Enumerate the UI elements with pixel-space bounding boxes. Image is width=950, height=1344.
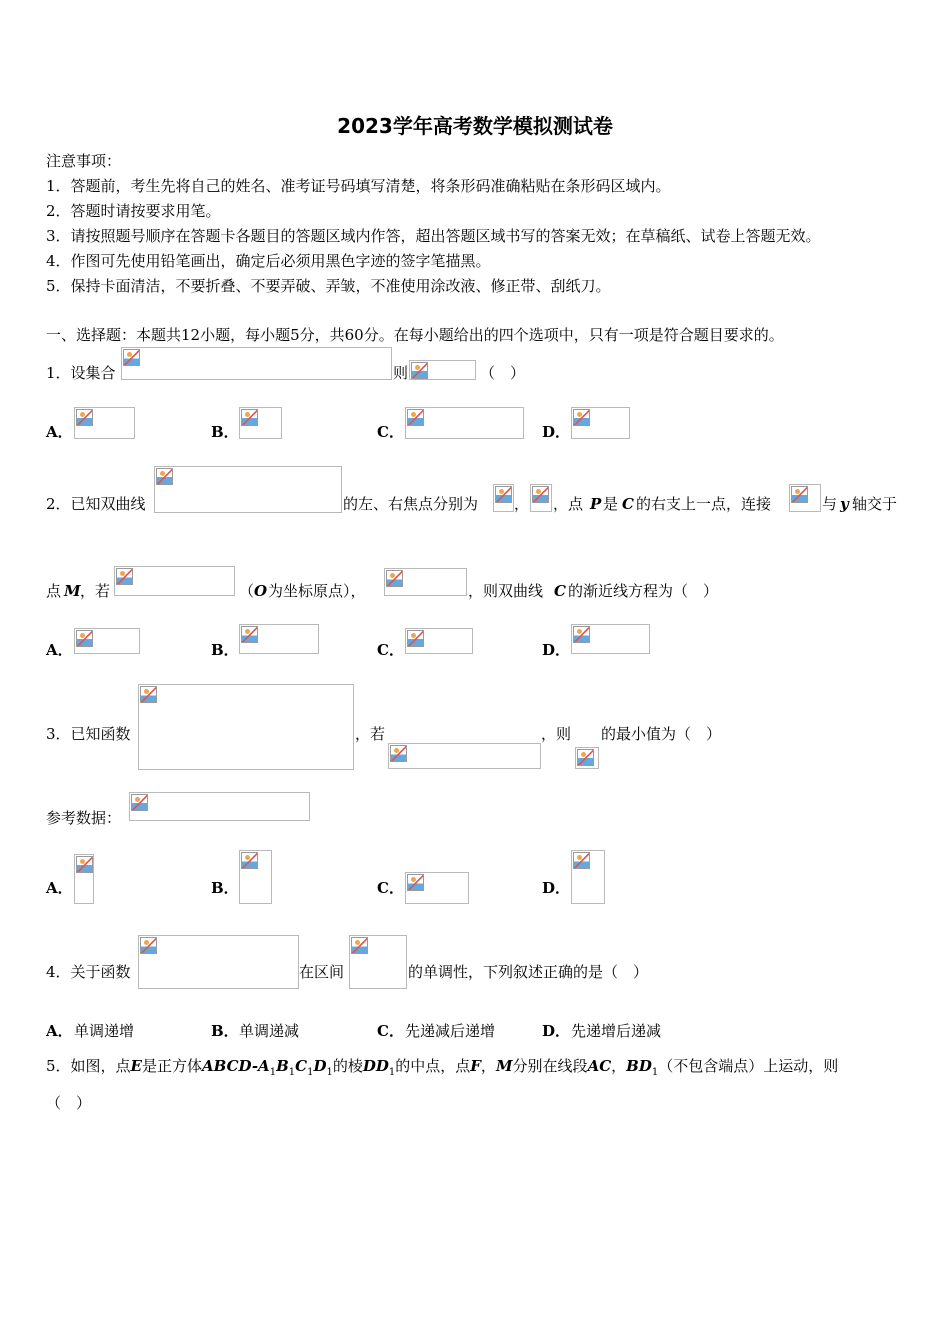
q1-option-c-image (405, 407, 524, 439)
q2-text-4: 的右支上一点，连接 (636, 495, 772, 513)
q2-origin-o: O (254, 582, 268, 600)
page-title: 2023学年高考数学模拟测试卷 (337, 114, 613, 138)
q5-point-m: M (495, 1057, 513, 1075)
q2-option-c-label: C． (377, 641, 404, 659)
q3-tail: 的最小值为（ ） (601, 725, 722, 743)
q2-line2-d: 为坐标原点）， (268, 582, 366, 600)
q2-length-condition-image (384, 568, 467, 596)
q4-interval-image (349, 935, 407, 989)
q1-option-a-image (74, 407, 135, 439)
q3-prefix: 3．已知函数 (46, 725, 131, 743)
q2-segment-image (789, 484, 821, 512)
q5-segment-ac: AC (587, 1057, 612, 1075)
q2-text-1: 的左、右焦点分别为 (343, 495, 479, 513)
q3-option-a-image (74, 854, 94, 904)
q3-ze: ，则 (541, 725, 572, 743)
q3-condition-image (388, 743, 541, 769)
q2-line2-a: 点 (46, 582, 62, 600)
q2-option-b-label: B． (211, 641, 239, 659)
q1-option-a-label: A． (46, 423, 73, 441)
q1-intersection-image (409, 360, 476, 380)
q1-prefix: 1．设集合 (46, 364, 116, 382)
notice-item: 1．答题前，考生先将自己的姓名、准考证号码填写清楚，将条形码准确粘贴在条形码区域内。 (46, 177, 671, 195)
q1-option-b-image (239, 407, 282, 439)
q4-tail: 的单调性，下列叙述正确的是（ ） (408, 963, 649, 981)
q5-text: 的中点，点 (395, 1057, 471, 1075)
notice-item: 2．答题时请按要求用笔。 (46, 202, 221, 220)
q5-cube-c: C (295, 1057, 308, 1075)
q2-option-a-label: A． (46, 641, 73, 659)
q2-line2-b: ，若 (80, 582, 111, 600)
q4-option-b-label: B． (211, 1022, 239, 1040)
q4-option-a-label: A． (46, 1022, 73, 1040)
q3-option-c-label: C． (377, 879, 404, 897)
q2-text-3: 是 (603, 495, 619, 513)
q2-prefix: 2．已知双曲线 (46, 495, 146, 513)
q1-option-d-image (571, 407, 630, 439)
q5-subscript: 1 (651, 1067, 659, 1078)
q2-option-c-image (405, 628, 473, 654)
q1-mid: 则 (393, 364, 409, 382)
q4-mid: 在区间 (299, 963, 345, 981)
q5-point-e: E (130, 1057, 142, 1075)
q1-option-c-label: C． (377, 423, 404, 441)
q3-option-a-label: A． (46, 879, 73, 897)
q2-line2-e: ，则双曲线 (468, 582, 544, 600)
q1-set-formula-image (121, 347, 392, 380)
q2-hyperbola-image (154, 466, 342, 513)
notice-item: 4．作图可先使用铅笔画出，确定后必须用黑色字迹的签字笔描黑。 (46, 252, 491, 270)
q2-curve-c-2: C (554, 582, 566, 600)
q3-ref-data-image (129, 792, 310, 821)
section-heading: 一、选择题：本题共12小题，每小题5分，共60分。在每小题给出的四个选项中，只有一项是符合题目要求的。 (46, 326, 784, 344)
q5-edge: DD (362, 1057, 389, 1075)
q2-y-var: y (840, 495, 849, 513)
q5-text: （不包含端点）上运动，则 (658, 1057, 839, 1075)
q5-cube-d: D (313, 1057, 327, 1075)
q5-subscript: 1 (288, 1067, 296, 1078)
q5-subscript: 1 (269, 1067, 277, 1078)
q2-curve-c: C (622, 495, 634, 513)
q4-function-image (138, 935, 299, 989)
q5-cube-name: ABCD-A (202, 1057, 270, 1075)
q2-line2-c: （ (239, 582, 255, 600)
q2-option-a-image (74, 628, 140, 654)
q3-option-b-label: B． (211, 879, 239, 897)
q4-option-a-text: 单调递增 (74, 1022, 135, 1040)
q5-point-f: F (470, 1057, 481, 1075)
q4-option-c-text: 先递减后递增 (405, 1022, 496, 1040)
notice-item: 3．请按照题号顺序在答题卡各题目的答题区域内作答，超出答题区域书写的答案无效；在草稿纸、试卷上答题无效。 (46, 227, 821, 245)
q5-segment-bd: BD (626, 1057, 652, 1075)
q4-option-d-label: D． (542, 1022, 571, 1040)
q3-ruo: ，若 (355, 725, 386, 743)
q3-option-d-label: D． (542, 879, 571, 897)
q2-text-5: 与 (822, 495, 838, 513)
q3-function-image (138, 684, 354, 770)
q2-option-d-label: D． (542, 641, 571, 659)
q5-cube-b: B (276, 1057, 289, 1075)
q5-text: ， (611, 1057, 627, 1075)
q5-text: 是正方体 (141, 1057, 202, 1075)
q4-prefix: 4．关于函数 (46, 963, 131, 981)
q4-option-d-text: 先递增后递减 (571, 1022, 662, 1040)
q3-option-d-image (571, 850, 605, 904)
q2-f2-image (530, 484, 552, 512)
notice-item: 5．保持卡面清洁，不要折叠、不要弄破、弄皱，不准使用涂改液、修正带、刮纸刀。 (46, 277, 611, 295)
q5-text: 的棱 (332, 1057, 363, 1075)
q3-option-b-image (239, 850, 272, 904)
q2-comma: ， (514, 495, 530, 513)
q3-ref-label: 参考数据： (46, 809, 122, 827)
q4-option-b-text: 单调递减 (239, 1022, 300, 1040)
q5-subscript: 1 (326, 1067, 333, 1078)
q2-line2-f: 的渐近线方程为（ ） (568, 582, 719, 600)
q2-point-p: P (590, 495, 602, 513)
q5-line1 (46, 1056, 838, 1083)
q2-text-2: ，点 (553, 495, 584, 513)
q2-option-d-image (571, 624, 650, 654)
q3-option-c-image (405, 872, 469, 904)
q1-option-d-label: D． (542, 423, 571, 441)
q1-option-b-label: B． (211, 423, 239, 441)
q2-f1-image (493, 484, 514, 512)
q5-subscript: 1 (388, 1067, 396, 1078)
q5-text: ， (480, 1057, 496, 1075)
notice-heading: 注意事项： (46, 152, 122, 170)
q2-text-6: 轴交于 (852, 495, 898, 513)
q2-option-b-image (239, 624, 319, 654)
q2-point-m: M (64, 582, 81, 600)
q1-paren: （ ） (480, 364, 526, 382)
q5-text: 分别在线段 (512, 1057, 588, 1075)
q5-line2: （ ） (46, 1094, 92, 1112)
q5-subscript: 1 (307, 1067, 314, 1078)
q4-option-c-label: C． (377, 1022, 404, 1040)
q3-expression-image (575, 747, 599, 769)
q5-text: 5．如图，点 (46, 1057, 131, 1075)
q2-vector-condition-image (114, 566, 235, 596)
